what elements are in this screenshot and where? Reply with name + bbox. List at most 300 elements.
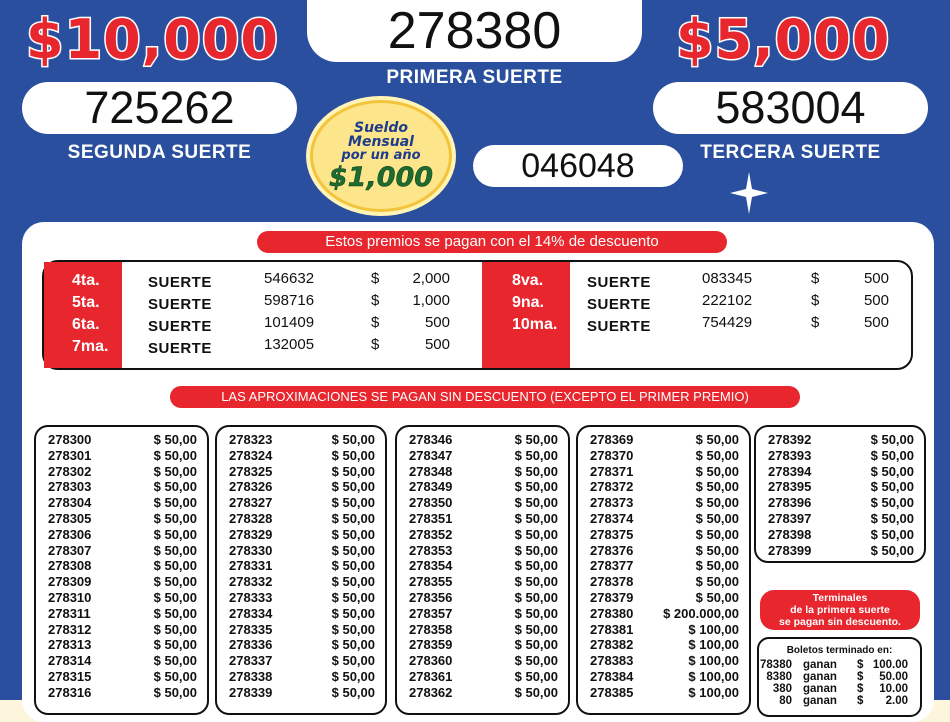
second-prize-number: 725262 xyxy=(22,82,297,134)
prize-amount: 1,000 xyxy=(412,292,450,309)
approx-row xyxy=(217,590,385,606)
prize-currency: $ xyxy=(811,292,820,309)
approx-value: $ 50,00 xyxy=(514,684,558,700)
approx-row xyxy=(217,637,385,653)
approx-number: 278350 xyxy=(409,495,453,511)
approx-number: 278362 xyxy=(409,684,453,700)
prize-number: 132005 xyxy=(264,336,315,353)
approx-value: $ 50,00 xyxy=(153,669,197,684)
approx-value: $ 50,00 xyxy=(331,495,375,511)
approx-row xyxy=(36,558,207,574)
second-prize-label: SEGUNDA SUERTE xyxy=(67,142,252,163)
approx-number: 278329 xyxy=(229,526,273,542)
approx-number: 278359 xyxy=(409,637,453,653)
approx-row xyxy=(217,558,385,574)
approx-row xyxy=(397,637,568,653)
approx-row xyxy=(578,622,749,638)
approx-row xyxy=(36,574,207,590)
prize-ordinal: 10ma. xyxy=(512,316,558,333)
approx-number: 278374 xyxy=(590,511,634,526)
approx-row xyxy=(756,448,924,464)
approx-row xyxy=(36,495,207,511)
approx-number: 278348 xyxy=(409,463,453,479)
approx-column xyxy=(395,425,570,715)
approx-row xyxy=(578,685,749,701)
terminal-row xyxy=(759,659,920,671)
approx-number: 278373 xyxy=(590,495,634,511)
approx-number: 278313 xyxy=(48,637,92,653)
approx-number: 278381 xyxy=(590,621,634,637)
approx-row xyxy=(578,448,749,464)
approx-number: 278385 xyxy=(590,684,634,700)
approx-number: 278375 xyxy=(590,526,634,542)
approx-row xyxy=(217,511,385,527)
approx-number: 278346 xyxy=(409,432,453,447)
approx-number: 278324 xyxy=(229,447,273,463)
approx-value: $ 50,00 xyxy=(153,590,197,605)
approx-value: $ 50,00 xyxy=(514,479,558,495)
approx-value: $ 50,00 xyxy=(870,526,914,542)
prize-amount: 500 xyxy=(863,292,889,309)
approx-number: 278302 xyxy=(48,463,92,479)
approx-value: $ 50,00 xyxy=(695,558,739,574)
approx-value: $ 50,00 xyxy=(331,511,375,526)
approx-value: $ 50,00 xyxy=(331,558,375,574)
approx-row xyxy=(36,637,207,653)
approx-row xyxy=(397,543,568,559)
approx-number: 278306 xyxy=(48,526,92,542)
approx-value: $ 50,00 xyxy=(331,590,375,605)
approx-number: 278347 xyxy=(409,447,453,463)
approx-row xyxy=(756,527,924,543)
approx-number: 278303 xyxy=(48,479,92,495)
approximations-banner: LAS APROXIMACIONES SE PAGAN SIN DESCUENTO (EXCEPTO EL PRIMER PREMIO) xyxy=(170,386,800,408)
sueldo-line-1: Sueldo xyxy=(354,120,408,136)
approx-value: $ 50,00 xyxy=(695,479,739,495)
terminal-word: ganan xyxy=(803,671,837,683)
approx-value: $ 50,00 xyxy=(153,605,197,621)
approx-value: $ 50,00 xyxy=(331,684,375,700)
approx-row xyxy=(578,495,749,511)
approx-value: $ 50,00 xyxy=(331,574,375,590)
terminal-word: ganan xyxy=(803,659,837,671)
approx-value: $ 50,00 xyxy=(514,526,558,542)
approx-value: $ 50,00 xyxy=(870,432,914,447)
approx-value: $ 50,00 xyxy=(514,447,558,463)
prize-currency: $ xyxy=(371,314,380,331)
prize-word: SUERTE xyxy=(587,318,651,335)
approx-value: $ 50,00 xyxy=(514,463,558,479)
approx-number: 278376 xyxy=(590,542,634,558)
approx-row xyxy=(397,527,568,543)
approx-row xyxy=(36,606,207,622)
approx-number: 278392 xyxy=(768,432,812,447)
approx-row xyxy=(397,558,568,574)
first-prize-amount: $10,000 xyxy=(26,8,279,71)
approx-row xyxy=(36,432,207,448)
approx-row xyxy=(217,479,385,495)
approx-row xyxy=(578,558,749,574)
sueldo-mensual-badge xyxy=(310,100,452,212)
approx-number: 278307 xyxy=(48,542,92,558)
approx-number: 278379 xyxy=(590,590,634,605)
approx-number: 278358 xyxy=(409,621,453,637)
approx-value: $ 50,00 xyxy=(870,511,914,526)
approx-row xyxy=(36,511,207,527)
approx-number: 278305 xyxy=(48,511,92,526)
approx-value: $ 50,00 xyxy=(153,574,197,590)
approx-value: $ 100,00 xyxy=(688,669,739,684)
approx-value: $ 50,00 xyxy=(514,669,558,684)
approx-value: $ 50,00 xyxy=(870,479,914,495)
approx-value: $ 50,00 xyxy=(153,463,197,479)
approx-row xyxy=(578,464,749,480)
approx-row xyxy=(397,685,568,701)
approx-number: 278304 xyxy=(48,495,92,511)
approx-row xyxy=(578,527,749,543)
approx-number: 278395 xyxy=(768,479,812,495)
terminal-ending: 380 xyxy=(772,683,792,695)
approx-number: 278334 xyxy=(229,605,273,621)
prize-number: 083345 xyxy=(702,270,753,287)
approx-row xyxy=(578,432,749,448)
approx-value: $ 50,00 xyxy=(695,574,739,590)
terminal-word: ganan xyxy=(803,683,837,695)
third-prize-label: TERCERA SUERTE xyxy=(700,142,881,163)
approx-value: $ 100,00 xyxy=(688,637,739,653)
approx-number: 278331 xyxy=(229,558,273,574)
approx-row xyxy=(217,574,385,590)
approx-number: 278357 xyxy=(409,605,453,621)
third-prize-amount: $5,000 xyxy=(676,8,891,71)
approx-row xyxy=(217,622,385,638)
approx-number: 278301 xyxy=(48,447,92,463)
prize-currency: $ xyxy=(371,336,380,353)
prize-number: 101409 xyxy=(264,314,315,331)
approx-row xyxy=(397,495,568,511)
approx-value: $ 50,00 xyxy=(331,542,375,558)
terminal-box xyxy=(757,637,922,717)
sueldo-line-3: por un año xyxy=(341,148,421,163)
approx-row xyxy=(217,685,385,701)
prize-word: SUERTE xyxy=(148,296,212,313)
approx-value: $ 100,00 xyxy=(688,621,739,637)
approx-column xyxy=(34,425,209,715)
approx-row xyxy=(36,590,207,606)
approx-value: $ 50,00 xyxy=(153,526,197,542)
terminal-amount: 50.00 xyxy=(879,671,908,683)
approx-row xyxy=(756,432,924,448)
approx-value: $ 50,00 xyxy=(695,542,739,558)
terminal-note-line-3: se pagan sin descuento. xyxy=(779,616,901,629)
approx-number: 278312 xyxy=(48,621,92,637)
approx-row xyxy=(397,653,568,669)
approx-row xyxy=(397,511,568,527)
approx-row xyxy=(217,527,385,543)
approx-value: $ 50,00 xyxy=(331,432,375,447)
approx-value: $ 50,00 xyxy=(514,574,558,590)
approx-row xyxy=(36,543,207,559)
approx-row xyxy=(36,685,207,701)
approx-value: $ 50,00 xyxy=(695,495,739,511)
approx-number: 278315 xyxy=(48,669,92,684)
lower-prizes-table xyxy=(42,260,913,370)
approx-number: 278394 xyxy=(768,463,812,479)
terminal-currency: $ xyxy=(857,671,864,683)
approx-number: 278352 xyxy=(409,526,453,542)
approx-value: $ 50,00 xyxy=(695,590,739,605)
approx-number: 278333 xyxy=(229,590,273,605)
approx-value: $ 50,00 xyxy=(514,621,558,637)
approx-value: $ 50,00 xyxy=(514,495,558,511)
approx-row xyxy=(36,653,207,669)
terminal-note-line-1: Terminales xyxy=(812,591,868,604)
approx-number: 278310 xyxy=(48,590,92,605)
approx-row xyxy=(578,511,749,527)
discount-banner: Estos premios se pagan con el 14% de descuento xyxy=(257,231,727,253)
sparkle-icon xyxy=(728,170,770,216)
approx-row xyxy=(36,669,207,685)
approx-number: 278339 xyxy=(229,684,273,700)
approx-number: 278396 xyxy=(768,495,812,511)
approx-number: 278308 xyxy=(48,558,92,574)
approx-number: 278397 xyxy=(768,511,812,526)
prize-currency: $ xyxy=(811,314,820,331)
prize-word: SUERTE xyxy=(148,274,212,291)
approx-number: 278314 xyxy=(48,653,92,669)
approx-value: $ 50,00 xyxy=(153,495,197,511)
approx-value: $ 50,00 xyxy=(153,558,197,574)
approx-value: $ 50,00 xyxy=(695,511,739,526)
approx-row xyxy=(756,464,924,480)
approx-value: $ 50,00 xyxy=(153,621,197,637)
prize-currency: $ xyxy=(371,270,380,287)
approx-row xyxy=(578,590,749,606)
approx-value: $ 50,00 xyxy=(514,511,558,526)
approx-value: $ 50,00 xyxy=(331,653,375,669)
approx-value: $ 50,00 xyxy=(331,479,375,495)
approx-number: 278300 xyxy=(48,432,92,447)
approx-value: $ 50,00 xyxy=(153,479,197,495)
approx-row xyxy=(578,606,749,622)
prize-ordinal: 9na. xyxy=(512,294,545,311)
prize-word: SUERTE xyxy=(587,274,651,291)
approx-value: $ 50,00 xyxy=(153,511,197,526)
approx-row xyxy=(397,448,568,464)
approx-number: 278328 xyxy=(229,511,273,526)
terminal-note xyxy=(760,590,920,630)
approx-row xyxy=(578,543,749,559)
approx-number: 278356 xyxy=(409,590,453,605)
prize-word: SUERTE xyxy=(148,340,212,357)
approx-row xyxy=(36,479,207,495)
approx-number: 278398 xyxy=(768,526,812,542)
approx-number: 278330 xyxy=(229,542,273,558)
approx-row xyxy=(397,669,568,685)
first-prize-label: PRIMERA SUERTE xyxy=(386,67,563,88)
prize-currency: $ xyxy=(811,270,820,287)
approx-number: 278337 xyxy=(229,653,273,669)
prize-word: SUERTE xyxy=(587,296,651,313)
approx-row xyxy=(36,527,207,543)
approx-number: 278327 xyxy=(229,495,273,511)
approx-value: $ 50,00 xyxy=(514,590,558,605)
approx-value: $ 50,00 xyxy=(514,558,558,574)
approx-number: 278309 xyxy=(48,574,92,590)
approx-value: $ 50,00 xyxy=(331,637,375,653)
prize-ordinal: 5ta. xyxy=(72,294,100,311)
approx-number: 278335 xyxy=(229,621,273,637)
approx-value: $ 50,00 xyxy=(331,605,375,621)
approx-value: $ 50,00 xyxy=(695,432,739,447)
approx-row xyxy=(217,464,385,480)
approx-row xyxy=(756,511,924,527)
terminal-note-line-2: de la primera suerte xyxy=(790,603,890,616)
prize-currency: $ xyxy=(371,292,380,309)
approx-value: $ 50,00 xyxy=(870,495,914,511)
third-prize-number: 583004 xyxy=(653,82,928,134)
approx-row xyxy=(36,622,207,638)
approx-value: $ 50,00 xyxy=(870,542,914,558)
sueldo-line-2: Mensual xyxy=(348,134,414,150)
approx-number: 278372 xyxy=(590,479,634,495)
terminal-row xyxy=(759,671,920,683)
terminal-word: ganan xyxy=(803,695,837,707)
approx-column xyxy=(576,425,751,715)
approx-number: 278311 xyxy=(48,605,91,621)
approx-row xyxy=(756,495,924,511)
approx-number: 278378 xyxy=(590,574,634,590)
terminal-amount: 10.00 xyxy=(879,683,908,695)
approx-number: 278338 xyxy=(229,669,273,684)
approx-value: $ 100,00 xyxy=(688,653,739,669)
terminal-row xyxy=(759,683,920,695)
prize-number: 222102 xyxy=(702,292,753,309)
prize-amount: 500 xyxy=(863,270,889,287)
approx-value: $ 50,00 xyxy=(153,447,197,463)
terminal-amount: 2.00 xyxy=(885,695,908,707)
prize-ordinal: 8va. xyxy=(512,272,544,289)
approx-value: $ 50,00 xyxy=(153,637,197,653)
prize-word: SUERTE xyxy=(148,318,212,335)
approx-row xyxy=(217,653,385,669)
approx-number: 278336 xyxy=(229,637,273,653)
approx-row xyxy=(578,653,749,669)
approx-value: $ 200.000,00 xyxy=(663,605,739,621)
approx-row xyxy=(397,464,568,480)
approx-row xyxy=(36,464,207,480)
approx-value: $ 50,00 xyxy=(153,542,197,558)
approx-row xyxy=(217,495,385,511)
approx-row xyxy=(217,606,385,622)
approx-row xyxy=(578,637,749,653)
approx-row xyxy=(217,448,385,464)
approx-row xyxy=(397,606,568,622)
prize-amount: 500 xyxy=(424,314,450,331)
approx-row xyxy=(397,590,568,606)
approx-row xyxy=(578,669,749,685)
terminal-ending: 8380 xyxy=(766,671,792,683)
approx-row xyxy=(578,574,749,590)
prize-amount: 2,000 xyxy=(412,270,450,287)
approx-number: 278349 xyxy=(409,479,453,495)
prize-amount: 500 xyxy=(424,336,450,353)
approx-number: 278384 xyxy=(590,669,634,684)
prize-ordinal: 7ma. xyxy=(72,338,109,355)
prize-number: 546632 xyxy=(264,270,315,287)
prize-number: 754429 xyxy=(702,314,753,331)
approx-row xyxy=(756,543,924,559)
approx-number: 278353 xyxy=(409,542,453,558)
approx-row xyxy=(756,479,924,495)
sueldo-number: 046048 xyxy=(473,145,683,187)
approx-value: $ 50,00 xyxy=(331,447,375,463)
approx-number: 278382 xyxy=(590,637,634,653)
approx-number: 278360 xyxy=(409,653,453,669)
approx-value: $ 50,00 xyxy=(870,447,914,463)
approx-number: 278370 xyxy=(590,447,634,463)
prize-ordinal: 6ta. xyxy=(72,316,100,333)
first-prize-number: 278380 xyxy=(307,0,642,62)
approx-value: $ 50,00 xyxy=(153,432,197,447)
approx-number: 278316 xyxy=(48,684,92,700)
approx-number: 278355 xyxy=(409,574,453,590)
approx-value: $ 50,00 xyxy=(331,621,375,637)
approx-row xyxy=(217,543,385,559)
terminal-ending: 80 xyxy=(779,695,792,707)
prize-number: 598716 xyxy=(264,292,315,309)
terminal-title: Boletos terminado en: xyxy=(786,645,893,656)
terminal-currency: $ xyxy=(857,659,864,671)
terminal-row xyxy=(759,695,920,707)
approx-value: $ 50,00 xyxy=(695,447,739,463)
approx-row xyxy=(397,622,568,638)
approx-number: 278377 xyxy=(590,558,634,574)
approx-value: $ 50,00 xyxy=(331,669,375,684)
terminal-amount: 100.00 xyxy=(872,659,908,671)
approx-value: $ 50,00 xyxy=(514,542,558,558)
approx-number: 278361 xyxy=(409,669,453,684)
approx-value: $ 100,00 xyxy=(688,684,739,700)
approx-row xyxy=(397,574,568,590)
approx-row xyxy=(397,479,568,495)
approx-value: $ 50,00 xyxy=(870,463,914,479)
approx-number: 278383 xyxy=(590,653,634,669)
terminal-ending: 78380 xyxy=(760,659,792,671)
approx-value: $ 50,00 xyxy=(153,684,197,700)
terminal-currency: $ xyxy=(857,695,864,707)
approx-value: $ 50,00 xyxy=(153,653,197,669)
approx-number: 278354 xyxy=(409,558,453,574)
approx-number: 278332 xyxy=(229,574,273,590)
approx-row xyxy=(217,432,385,448)
sueldo-amount: $1,000 xyxy=(328,162,434,193)
approx-value: $ 50,00 xyxy=(331,526,375,542)
prize-amount: 500 xyxy=(863,314,889,331)
approx-value: $ 50,00 xyxy=(514,637,558,653)
approx-number: 278323 xyxy=(229,432,273,447)
approx-row xyxy=(397,432,568,448)
approx-number: 278325 xyxy=(229,463,273,479)
prize-ordinal: 4ta. xyxy=(72,272,100,289)
approx-value: $ 50,00 xyxy=(514,653,558,669)
approx-row xyxy=(36,448,207,464)
approx-row xyxy=(217,669,385,685)
approx-number: 278369 xyxy=(590,432,634,447)
approx-number: 278380 xyxy=(590,605,634,621)
approx-number: 278326 xyxy=(229,479,273,495)
approx-number: 278393 xyxy=(768,447,812,463)
